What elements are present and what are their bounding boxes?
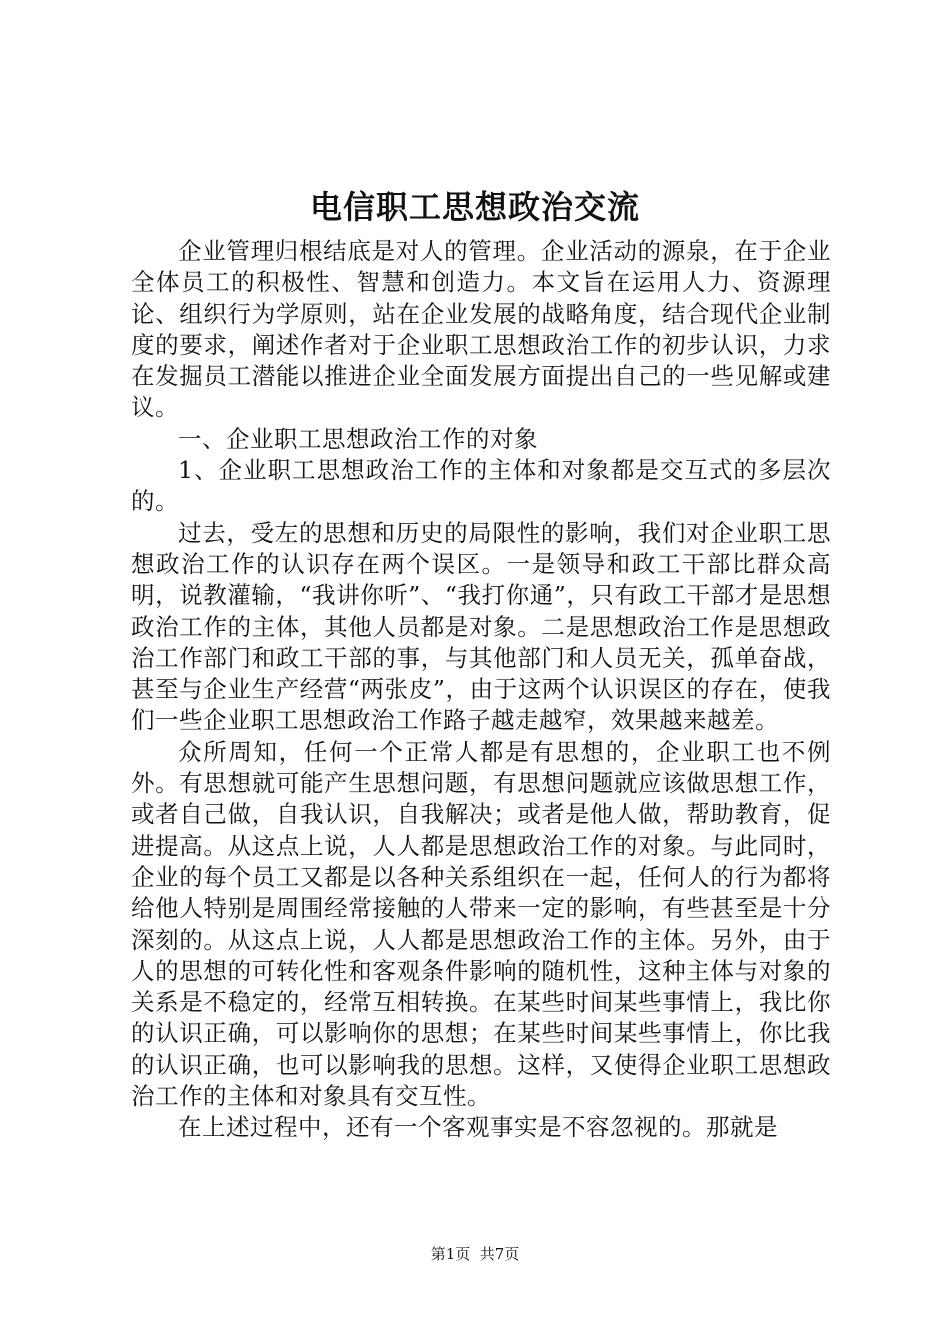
section-heading: 一、企业职工思想政治工作的对象 [178, 424, 538, 453]
page-title: 电信职工思想政治交流 [309, 188, 640, 226]
page-footer [0, 1244, 950, 1264]
document-body [131, 236, 831, 1144]
paragraph-objective-fact: 在上述过程中，还有一个客观事实是不容忽视的。那就是 [178, 1113, 778, 1142]
paragraph-everyone-has-thoughts: 众所周知，任何一个正常人都是有思想的，企业职工也不例外。有思想就可能产生思想问题，有思想问题就应该做思想工作，或者自己做，自我认识，自我解决；或者是他人做，帮助教育，促进提高。从这点上说，人人都是思想政治工作的对象。与此同时，企业的每个员工又都是以各种关系组织在一起，任何人的行为都将给他人特别是周围经常接触的人带来一定的影响，有些甚至是十分深刻的。从这点上说，人人都是思想政治工作的主体。另外，由于人的思想的可转化性和客观条件影响的随机性，这种主体与对象的关系是不稳定的，经常互相转换。在某些时间某些事情上，我比你的认识正确，可以影响你的思想；在某些时间某些事情上，你比我的认识正确，也可以影响我的思想。这样，又使得企业职工思想政治工作的主体和对象具有交互性。 [131, 737, 831, 1111]
subsection-heading: 1、企业职工思想政治工作的主体和对象都是交互式的多层次的。 [131, 456, 831, 516]
paragraph-intro: 企业管理归根结底是对人的管理。企业活动的源泉，在于企业全体员工的积极性、智慧和创造力。本文旨在运用人力、资源理论、组织行为学原则，站在企业发展的战略角度，结合现代企业制度的要求，阐述作者对于企业职工思想政治工作的初步认识，力求在发掘员工潜能以推进企业全面发展方面提出自己的一些见解或建议。 [131, 237, 831, 422]
page-number: 第1页 共7页 [430, 1245, 520, 1263]
paragraph-past-misconceptions: 过去，受左的思想和历史的局限性的影响，我们对企业职工思想政治工作的认识存在两个误区。一是领导和政工干部比群众高明，说教灌输，“我讲你听”、“我打你通”，只有政工干部才是思想政治工作的主体，其他人员都是对象。二是思想政治工作是思想政治工作部门和政工干部的事，与其他部门和人员无关，孤单奋战，甚至与企业生产经营“两张皮”，由于这两个认识误区的存在，使我们一些企业职工思想政治工作路子越走越窄，效果越来越差。 [131, 518, 831, 735]
